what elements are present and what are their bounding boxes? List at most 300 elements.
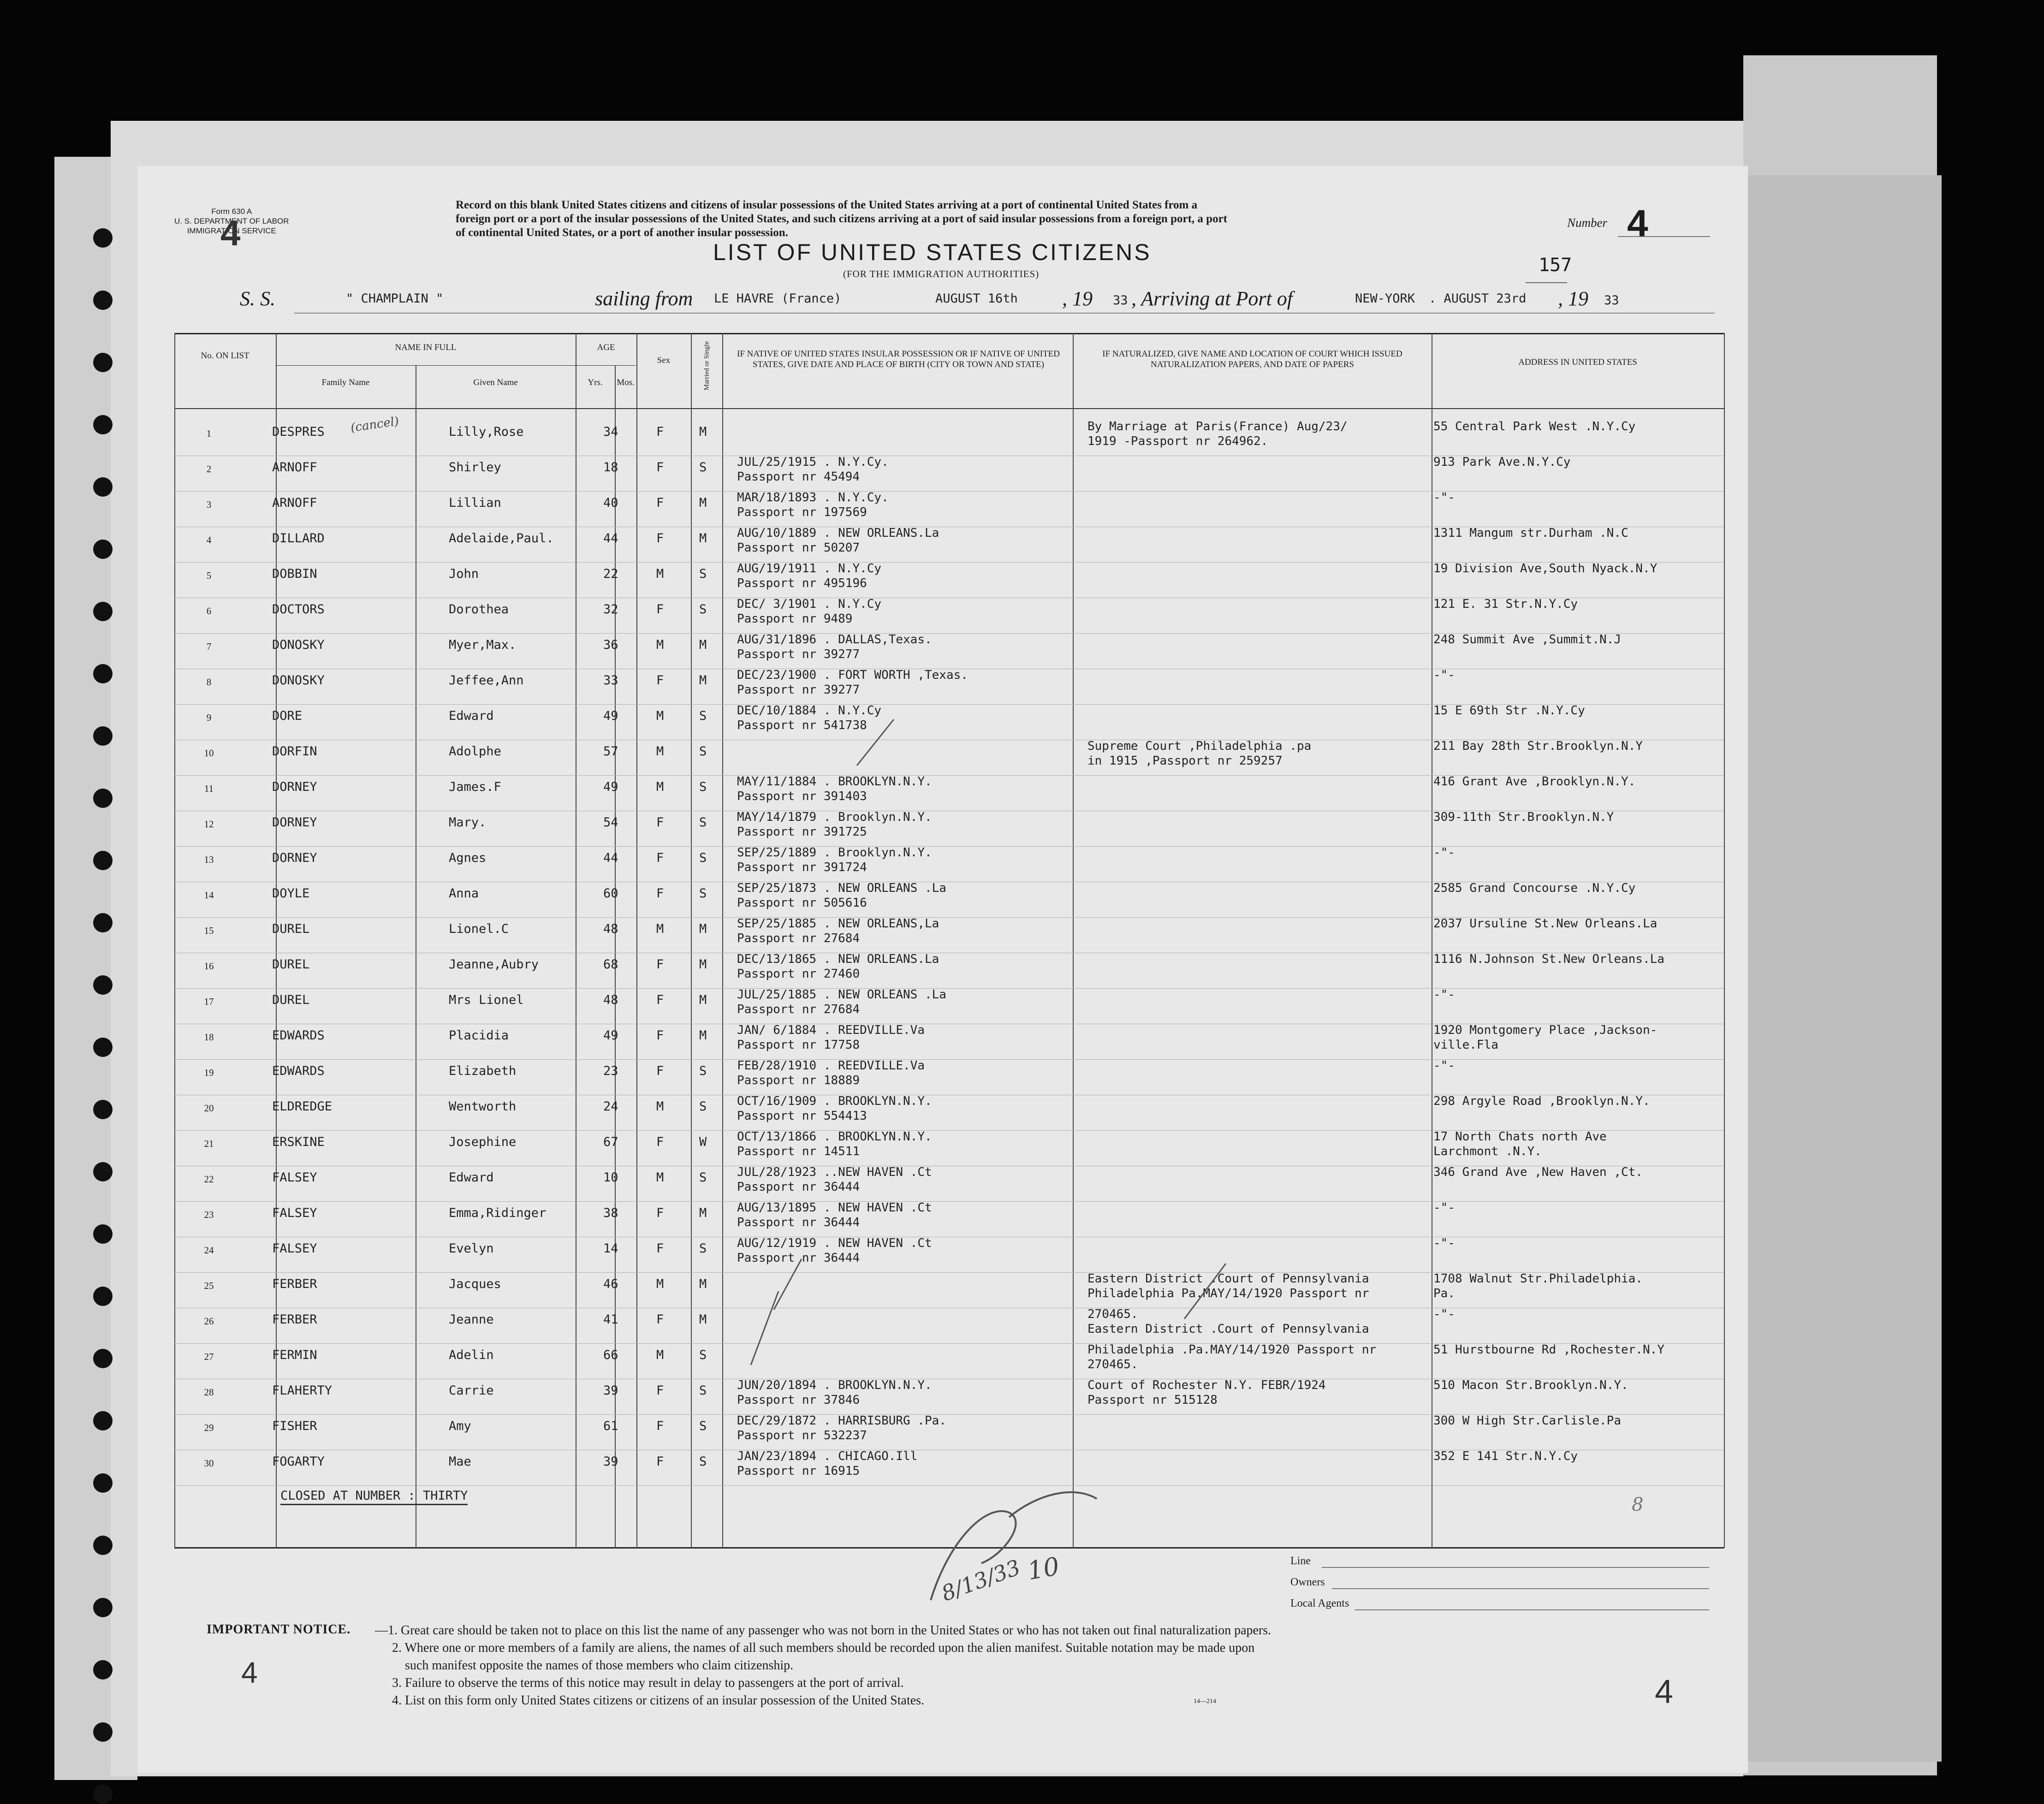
notice-item-2-cont: such manifest opposite the names of those members who claim citizenship. [405, 1658, 794, 1673]
list-number: 4 [1627, 202, 1648, 244]
given-name-cell: Edward [449, 709, 494, 723]
sex-cell: F [656, 496, 664, 510]
marital-status-cell: S [699, 1419, 707, 1433]
col-header-yrs: Yrs. [588, 378, 603, 387]
row-number: 25 [204, 1280, 214, 1291]
address-cell-2: Pa. [1433, 1287, 1455, 1300]
binder-hole [93, 291, 113, 310]
given-name-cell: Agnes [449, 851, 487, 865]
birth-cell: DEC/29/1872 . HARRISBURG .Pa. [737, 1414, 946, 1428]
family-name-cell: ARNOFF [272, 460, 317, 475]
row-number: 1 [206, 428, 212, 439]
address-cell: 2037 Ursuline St.New Orleans.La [1433, 917, 1658, 931]
age-cell: 18 [603, 460, 618, 475]
binder-hole [93, 664, 113, 683]
col-header-given: Given Name [473, 378, 518, 387]
marital-status-cell: M [699, 1277, 707, 1291]
birth-cell: MAR/18/1893 . N.Y.Cy. [737, 491, 889, 504]
address-cell: -"- [1433, 1201, 1455, 1215]
naturalization-cell-2: in 1915 ,Passport nr 259257 [1087, 754, 1283, 768]
birth-cell: JUL/25/1885 . NEW ORLEANS .La [737, 988, 946, 1002]
row-number: 27 [204, 1351, 214, 1362]
given-name-cell: Jacques [449, 1277, 501, 1291]
corner-stamp-number: 4 [220, 213, 241, 253]
family-name-cell: ELDREDGE [272, 1099, 333, 1114]
age-cell: 40 [603, 496, 618, 510]
row-number: 16 [204, 961, 214, 972]
given-name-cell: Evelyn [449, 1241, 494, 1256]
age-cell: 41 [603, 1312, 618, 1327]
marital-status-cell: S [699, 567, 707, 581]
marital-status-cell: S [699, 1241, 707, 1256]
sex-cell: F [656, 815, 664, 830]
sex-cell: M [656, 922, 664, 936]
marital-status-cell: M [699, 1312, 707, 1327]
given-name-cell: Mae [449, 1454, 471, 1469]
address-cell: 346 Grand Ave ,New Haven ,Ct. [1433, 1165, 1643, 1179]
sex-cell: F [656, 531, 664, 546]
age-cell: 33 [603, 673, 618, 688]
form-number: Form 630 A [211, 207, 252, 216]
marital-status-cell: W [699, 1135, 707, 1149]
family-name-cell: FERBER [272, 1312, 317, 1327]
passport-cell: Passport nr 391403 [737, 789, 867, 803]
row-number: 5 [206, 570, 212, 581]
sex-cell: F [656, 1241, 664, 1256]
marital-status-cell: S [699, 1454, 707, 1469]
naturalization-cell-2: Philadelphia Pa.MAY/14/1920 Passport nr [1087, 1287, 1369, 1300]
binder-hole [93, 1162, 113, 1181]
row-number: 21 [204, 1138, 214, 1149]
age-cell: 49 [603, 709, 618, 723]
birth-cell: SEP/25/1885 . NEW ORLEANS,La [737, 917, 939, 931]
sex-cell: M [656, 1170, 664, 1185]
sex-cell: F [656, 1383, 664, 1398]
address-cell: 300 W High Str.Carlisle.Pa [1433, 1414, 1621, 1428]
family-name-cell: DILLARD [272, 531, 325, 546]
family-name-cell: EDWARDS [272, 1064, 325, 1078]
sex-cell: M [656, 780, 664, 794]
binder-hole [93, 789, 113, 808]
marital-status-cell: S [699, 1170, 707, 1185]
owners-label: Owners [1290, 1576, 1325, 1588]
birth-cell: MAY/11/1884 . BROOKLYN.N.Y. [737, 775, 932, 789]
family-name-cell: EDWARDS [272, 1028, 325, 1043]
row-number: 6 [206, 605, 212, 617]
family-name-cell: DORE [272, 709, 303, 723]
marital-status-cell: S [699, 709, 707, 723]
sailing-label: sailing from [595, 287, 693, 310]
passport-cell: Passport nr 36444 [737, 1251, 860, 1265]
binder-hole [93, 1224, 113, 1244]
address-cell: 352 E 141 Str.N.Y.Cy [1433, 1449, 1578, 1463]
sex-cell: M [656, 1348, 664, 1362]
intro-line-2: foreign port or a port of the insular possessions of the United States, and such citizens arriving at a port of said insular possessions from a foreign port, a port [456, 213, 1227, 225]
naturalization-cell-2: 270465. [1087, 1358, 1138, 1371]
signature-scrawl [931, 1492, 1097, 1600]
marital-status-cell: S [699, 602, 707, 617]
sex-cell: M [656, 567, 664, 581]
address-cell: -"- [1433, 846, 1455, 860]
address-cell: 121 E. 31 Str.N.Y.Cy [1433, 597, 1578, 611]
sex-cell: F [656, 1064, 664, 1078]
family-name-cell: DUREL [272, 922, 310, 936]
birth-cell: FEB/28/1910 . REEDVILLE.Va [737, 1059, 925, 1073]
given-name-cell: Amy [449, 1419, 471, 1433]
sex-cell: F [656, 602, 664, 617]
marital-status-cell: M [699, 1206, 707, 1220]
row-number: 15 [204, 925, 214, 936]
row-number: 20 [204, 1103, 214, 1114]
marital-status-cell: S [699, 744, 707, 759]
sex-cell: M [656, 709, 664, 723]
family-name-cell: DOBBIN [272, 567, 317, 581]
address-cell: -"- [1433, 668, 1455, 682]
sex-cell: M [656, 638, 664, 652]
age-cell: 36 [603, 638, 618, 652]
sex-cell: F [656, 993, 664, 1007]
arrival-date: . AUGUST 23rd [1429, 291, 1527, 306]
birth-cell: SEP/25/1873 . NEW ORLEANS .La [737, 881, 946, 895]
signature-time: 10 [1025, 1551, 1062, 1586]
intro-line-1: Record on this blank United States citizens and citizens of insular possessions of the United States arriving at a port of continental United States from a [456, 199, 1198, 211]
marital-status-cell: M [699, 957, 707, 972]
row-number: 28 [204, 1387, 214, 1398]
marital-status-cell: M [699, 531, 707, 546]
marital-status-cell: S [699, 1383, 707, 1398]
binder-hole [93, 1349, 113, 1368]
age-cell: 49 [603, 780, 618, 794]
address-cell: -"- [1433, 988, 1455, 1002]
binder-hole [93, 1536, 113, 1555]
print-code: 14—214 [1194, 1698, 1216, 1705]
passport-cell: Passport nr 37846 [737, 1393, 860, 1407]
notice-item-2: 2. Where one or more members of a family are aliens, the names of all such members should be recorded upon the alien manifest. Suitable notation may be made upon [392, 1641, 1255, 1655]
given-name-cell: Mrs Lionel [449, 993, 524, 1007]
birth-cell: DEC/ 3/1901 . N.Y.Cy [737, 597, 882, 611]
given-name-cell: Placidia [449, 1028, 509, 1043]
notice-item-4: 4. List on this form only United States citizens or citizens of an insular possession of the United States. [392, 1693, 925, 1708]
row-number: 24 [204, 1245, 214, 1256]
birth-cell: JUL/25/1915 . N.Y.Cy. [737, 455, 889, 469]
birth-cell: JAN/23/1894 . CHICAGO.Ill [737, 1449, 918, 1463]
marital-status-cell: M [699, 922, 707, 936]
manifest-page [137, 166, 1748, 1773]
naturalization-cell-2: Eastern District .Court of Pennsylvania [1087, 1322, 1369, 1336]
page-subtitle: (FOR THE IMMIGRATION AUTHORITIES) [843, 268, 1040, 279]
binder-hole [93, 1038, 113, 1057]
family-name-cell: FERMIN [272, 1348, 317, 1362]
address-cell: -"- [1433, 1236, 1455, 1250]
address-cell: 17 North Chats north Ave [1433, 1130, 1607, 1144]
binder-hole [93, 726, 113, 746]
row-number: 7 [206, 641, 212, 652]
birth-cell: JUL/28/1923 ..NEW HAVEN .Ct [737, 1165, 932, 1179]
age-cell: 48 [603, 993, 618, 1007]
address-cell-2: ville.Fla [1433, 1038, 1498, 1052]
row-number: 26 [204, 1316, 214, 1327]
family-name-cell: FISHER [272, 1419, 317, 1433]
sex-cell: F [656, 673, 664, 688]
ss-label: S. S. [240, 287, 275, 310]
binder-hole [93, 1100, 113, 1119]
family-name-cell: FLAHERTY [272, 1383, 333, 1398]
given-name-cell: Wentworth [449, 1099, 517, 1114]
row-number: 11 [204, 783, 214, 794]
address-cell: 211 Bay 28th Str.Brooklyn.N.Y [1433, 739, 1643, 753]
passport-cell: Passport nr 27684 [737, 1003, 860, 1016]
passport-cell: Passport nr 532237 [737, 1429, 867, 1442]
age-cell: 14 [603, 1241, 618, 1256]
check-strokes [751, 719, 1226, 1365]
birth-cell: AUG/19/1911 . N.Y.Cy [737, 562, 882, 576]
row-number: 3 [206, 499, 212, 510]
given-name-cell: Adelin [449, 1348, 494, 1362]
naturalization-cell: 270465. [1087, 1307, 1138, 1321]
passport-cell: Passport nr 16915 [737, 1464, 860, 1478]
marital-status-cell: M [699, 993, 707, 1007]
age-cell: 24 [603, 1099, 618, 1114]
sex-cell: M [656, 744, 664, 759]
address-cell: 51 Hurstbourne Rd ,Rochester.N.Y [1433, 1343, 1664, 1357]
col-header-naturalized: IF NATURALIZED, GIVE NAME AND LOCATION OF COURT WHICH ISSUED NATURALIZATION PAPERS, AND DATE OF PAPERS [1102, 349, 1402, 369]
given-name-cell: Myer,Max. [449, 638, 517, 652]
given-name-cell: James.F [449, 780, 501, 794]
naturalization-cell: Philadelphia .Pa.MAY/14/1920 Passport nr [1087, 1343, 1377, 1357]
naturalization-cell: By Marriage at Paris(France) Aug/23/ [1087, 420, 1348, 433]
binder-hole [93, 1598, 113, 1617]
passport-cell: Passport nr 14511 [737, 1145, 860, 1158]
sex-cell: F [656, 1135, 664, 1149]
given-name-cell: Adolphe [449, 744, 501, 759]
col-header-family: Family Name [321, 378, 370, 387]
row-number: 4 [206, 534, 212, 546]
binder-hole [93, 540, 113, 559]
sex-cell: F [656, 1419, 664, 1433]
closed-line: CLOSED AT NUMBER : THIRTY [280, 1489, 468, 1505]
given-name-cell: Jeffee,Ann [449, 673, 524, 688]
passport-cell: Passport nr 505616 [737, 896, 867, 910]
form-service: IMMIGRATION SERVICE [187, 226, 276, 235]
birth-cell: DEC/23/1900 . FORT WORTH ,Texas. [737, 668, 968, 682]
marital-status-cell: S [699, 460, 707, 475]
age-cell: 39 [603, 1383, 618, 1398]
birth-cell: OCT/13/1866 . BROOKLYN.N.Y. [737, 1130, 932, 1144]
passport-cell: Passport nr 197569 [737, 505, 867, 519]
marital-status-cell: S [699, 815, 707, 830]
arrival-year: 33 [1604, 293, 1619, 308]
age-cell: 22 [603, 567, 618, 581]
line-label: Line [1290, 1555, 1311, 1567]
marital-status-cell: M [699, 638, 707, 652]
signature-date: 8/13/33 [938, 1555, 1024, 1606]
given-name-cell: Mary. [449, 815, 487, 830]
family-name-cell: DONOSKY [272, 638, 325, 652]
birth-cell: AUG/31/1896 . DALLAS,Texas. [737, 633, 932, 647]
address-cell: 55 Central Park West .N.Y.Cy [1433, 420, 1636, 433]
age-cell: 44 [603, 851, 618, 865]
age-cell: 39 [603, 1454, 618, 1469]
intro-line-3: of continental United States, or a port of another insular possession. [456, 226, 788, 239]
passport-cell: Passport nr 36444 [737, 1216, 860, 1229]
given-name-cell: Lillian [449, 496, 501, 510]
row-number: 17 [204, 996, 214, 1007]
marital-status-cell: M [699, 673, 707, 688]
address-cell: 2585 Grand Concourse .N.Y.Cy [1433, 881, 1636, 895]
given-name-cell: Anna [449, 886, 479, 901]
depart-year-prefix: , 19 [1062, 287, 1093, 310]
address-cell: 1311 Mangum str.Durham .N.C [1433, 526, 1628, 540]
arriving-label: , Arriving at Port of [1131, 287, 1293, 310]
row-number: 23 [204, 1209, 214, 1220]
passport-cell: Passport nr 18889 [737, 1074, 860, 1087]
binder-hole [93, 1287, 113, 1306]
family-name-cell: DESPRES [272, 425, 325, 439]
row-number: 18 [204, 1032, 214, 1043]
binder-hole [93, 851, 113, 870]
row-number: 10 [204, 748, 214, 759]
col-header-no: No. ON LIST [201, 351, 250, 361]
address-cell: 309-11th Str.Brooklyn.N.Y [1433, 810, 1614, 824]
birth-cell: AUG/12/1919 . NEW HAVEN .Ct [737, 1236, 932, 1250]
binder-hole [93, 1473, 113, 1493]
sex-cell: F [656, 957, 664, 972]
col-header-mos: Mos. [617, 378, 635, 387]
right-edge-strip [1748, 175, 1942, 1762]
naturalization-cell: Court of Rochester N.Y. FEBR/1924 [1087, 1378, 1326, 1392]
given-name-cell: Edward [449, 1170, 494, 1185]
marital-status-cell: S [699, 886, 707, 901]
row-number: 14 [204, 890, 214, 901]
passport-cell: Passport nr 39277 [737, 647, 860, 661]
row-number: 2 [206, 463, 212, 475]
family-name-cell: DOCTORS [272, 602, 325, 617]
age-cell: 48 [603, 922, 618, 936]
family-name-cell: FALSEY [272, 1241, 317, 1256]
birth-cell: JAN/ 6/1884 . REEDVILLE.Va [737, 1023, 925, 1037]
address-cell: 1708 Walnut Str.Philadelphia. [1433, 1272, 1643, 1286]
row-number: 13 [204, 854, 214, 865]
ship-name: " CHAMPLAIN " [346, 291, 444, 306]
family-name-cell: FALSEY [272, 1170, 317, 1185]
binder-hole [93, 975, 113, 995]
given-name-cell: Carrie [449, 1383, 494, 1398]
binder-hole [93, 477, 113, 497]
birth-cell: AUG/13/1895 . NEW HAVEN .Ct [737, 1201, 932, 1215]
family-name-cell: DUREL [272, 957, 310, 972]
given-name-cell: Lilly,Rose [449, 425, 524, 439]
row-number: 12 [204, 819, 214, 830]
family-name-cell: ERSKINE [272, 1135, 325, 1149]
marital-status-cell: S [699, 1099, 707, 1114]
sex-cell: F [656, 460, 664, 475]
family-name-cell: DONOSKY [272, 673, 325, 688]
birth-cell: SEP/25/1889 . Brooklyn.N.Y. [737, 846, 932, 860]
page-title: LIST OF UNITED STATES CITIZENS [713, 239, 1152, 265]
sex-cell: F [656, 1028, 664, 1043]
address-cell: -"- [1433, 1059, 1455, 1073]
naturalization-cell: Supreme Court ,Philadelphia .pa [1087, 739, 1312, 753]
sex-cell: F [656, 1454, 664, 1469]
notice-title: IMPORTANT NOTICE. [207, 1622, 351, 1637]
age-cell: 67 [603, 1135, 618, 1149]
age-cell: 38 [603, 1206, 618, 1220]
address-cell: 15 E 69th Str .N.Y.Cy [1433, 704, 1585, 718]
age-cell: 34 [603, 425, 618, 439]
family-name-cell: ARNOFF [272, 496, 317, 510]
handwriting-marks [137, 166, 1748, 1773]
age-cell: 32 [603, 602, 618, 617]
marital-status-cell: S [699, 780, 707, 794]
given-name-cell: Adelaide,Paul. [449, 531, 554, 546]
sex-cell: F [656, 886, 664, 901]
family-name-cell: DORNEY [272, 851, 317, 865]
arrival-port: NEW-YORK [1355, 291, 1415, 306]
marital-status-cell: S [699, 851, 707, 865]
family-name-cell: DORNEY [272, 815, 317, 830]
passport-cell: Passport nr 45494 [737, 470, 860, 484]
passport-cell: Passport nr 36444 [737, 1180, 860, 1194]
binder-hole [93, 353, 113, 372]
passport-cell: Passport nr 17758 [737, 1038, 860, 1052]
age-cell: 46 [603, 1277, 618, 1291]
sex-cell: F [656, 425, 664, 439]
marital-status-cell: M [699, 1028, 707, 1043]
sex-cell: F [656, 1312, 664, 1327]
age-cell: 10 [603, 1170, 618, 1185]
age-cell: 66 [603, 1348, 618, 1362]
from-port: LE HAVRE (France) [714, 291, 842, 306]
given-name-cell: Lionel.C [449, 922, 509, 936]
binder-hole [93, 415, 113, 434]
address-cell: 19 Division Ave,South Nyack.N.Y [1433, 562, 1658, 576]
col-header-age: AGE [597, 343, 615, 352]
binder-hole [93, 913, 113, 932]
side-note-number: 8 [1632, 1494, 1644, 1515]
age-cell: 49 [603, 1028, 618, 1043]
row-number: 19 [204, 1067, 214, 1078]
address-cell: 248 Summit Ave ,Summit.N.J [1433, 633, 1621, 647]
agents-label: Local Agents [1290, 1597, 1349, 1609]
sex-cell: M [656, 1277, 664, 1291]
address-cell: -"- [1433, 1307, 1455, 1321]
given-name-cell: Jeanne,Aubry [449, 957, 539, 972]
family-name-cell: FERBER [272, 1277, 317, 1291]
birth-cell: AUG/10/1889 . NEW ORLEANS.La [737, 526, 939, 540]
notice-right-number: 4 [1655, 1673, 1674, 1710]
family-name-cell: DOYLE [272, 886, 310, 901]
sex-cell: F [656, 851, 664, 865]
given-name-cell: John [449, 567, 479, 581]
binder-hole [93, 1411, 113, 1430]
given-name-cell: Emma,Ridinger [449, 1206, 547, 1220]
depart-year: 33 [1113, 293, 1128, 308]
given-name-cell: Elizabeth [449, 1064, 517, 1078]
age-cell: 54 [603, 815, 618, 830]
age-cell: 61 [603, 1419, 618, 1433]
marital-status-cell: M [699, 496, 707, 510]
row-number: 29 [204, 1422, 214, 1433]
passport-cell: Passport nr 391725 [737, 825, 867, 839]
address-cell: 913 Park Ave.N.Y.Cy [1433, 455, 1571, 469]
number-label: Number [1567, 216, 1607, 230]
given-name-cell: Jeanne [449, 1312, 494, 1327]
address-cell: 416 Grant Ave ,Brooklyn.N.Y. [1433, 775, 1636, 789]
birth-cell: OCT/16/1909 . BROOKLYN.N.Y. [737, 1094, 932, 1108]
given-name-cell: Josephine [449, 1135, 517, 1149]
row-number: 30 [204, 1458, 214, 1469]
sex-cell: M [656, 1099, 664, 1114]
